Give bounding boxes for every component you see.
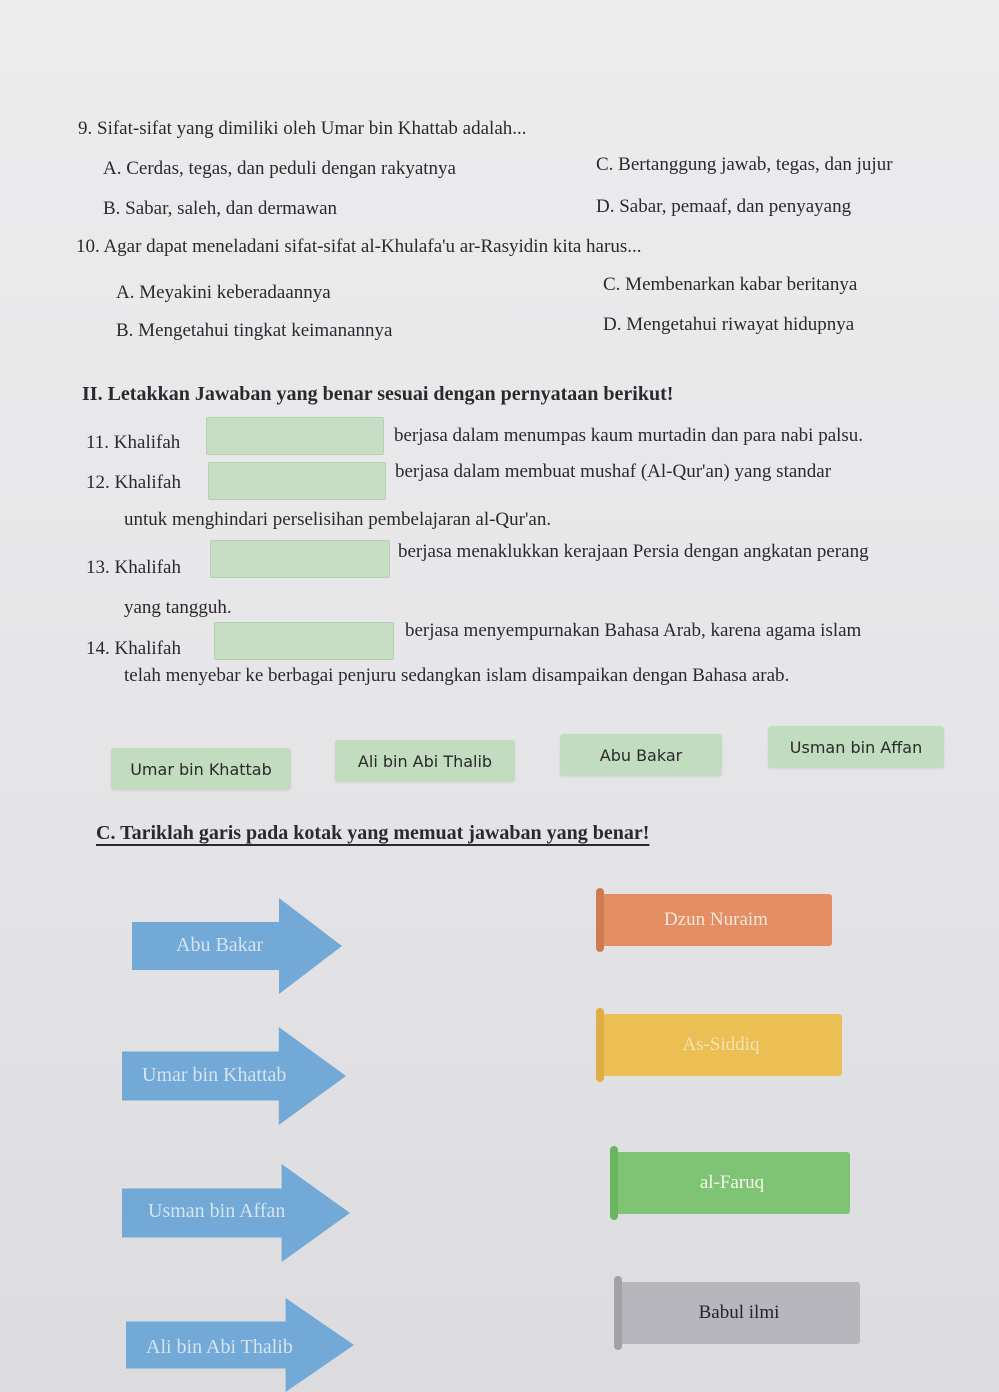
answer-box-14[interactable] — [214, 622, 394, 660]
scroll-dzun-nuraim-label: Dzun Nuraim — [664, 909, 768, 930]
q9-option-b: B. Sabar, saleh, dan dermawan — [103, 198, 338, 219]
scroll-roll — [596, 1008, 604, 1082]
arrow-ali-bin-abi-thalib-label: Ali bin Abi Thalib — [146, 1336, 293, 1358]
item-11-label: 11. Khalifah — [86, 432, 181, 453]
option-ali-bin-abi-thalib[interactable]: Ali bin Abi Thalib — [335, 740, 515, 782]
section-c-title: C. Tariklah garis pada kotak yang memuat jawaban yang benar! — [96, 822, 650, 844]
item-12-text: berjasa dalam membuat mushaf (Al-Qur'an) yang standar — [395, 461, 832, 482]
scroll-dzun-nuraim[interactable] — [600, 894, 832, 946]
q10-option-a: A. Meyakini keberadaannya — [116, 282, 331, 303]
option-usman-bin-affan[interactable]: Usman bin Affan — [768, 726, 944, 768]
question-9: 9. Sifat-sifat yang dimiliki oleh Umar bin Khattab adalah... — [78, 118, 527, 139]
answer-box-11[interactable] — [206, 417, 384, 455]
scroll-babul-ilmi[interactable] — [618, 1282, 860, 1344]
q10-option-d: D. Mengetahui riwayat hidupnya — [603, 314, 855, 335]
item-13-continuation: yang tangguh. — [124, 597, 232, 618]
section-2-title: II. Letakkan Jawaban yang benar sesuai dengan pernyataan berikut! — [82, 383, 674, 405]
scroll-roll — [614, 1276, 622, 1350]
answer-box-12[interactable] — [208, 462, 386, 500]
scroll-al-faruq[interactable] — [614, 1152, 850, 1214]
option-umar-bin-khattab[interactable]: Umar bin Khattab — [111, 748, 291, 790]
q9-option-d: D. Sabar, pemaaf, dan penyayang — [596, 196, 852, 217]
q10-option-b: B. Mengetahui tingkat keimanannya — [116, 320, 393, 341]
scroll-roll — [610, 1146, 618, 1220]
item-14-text: berjasa menyempurnakan Bahasa Arab, karena agama islam — [405, 620, 862, 641]
scroll-al-faruq-label: al-Faruq — [699, 1172, 765, 1193]
scroll-as-siddiq[interactable] — [600, 1014, 842, 1076]
item-11-text: berjasa dalam menumpas kaum murtadin dan para nabi palsu. — [394, 425, 864, 446]
answer-box-13[interactable] — [210, 540, 390, 578]
arrow-abu-bakar-label: Abu Bakar — [176, 934, 264, 956]
item-12-label: 12. Khalifah — [86, 472, 181, 493]
item-12-continuation: untuk menghindari perselisihan pembelajaran al-Qur'an. — [124, 509, 552, 530]
item-14-continuation: telah menyebar ke berbagai penjuru sedangkan islam disampaikan dengan Bahasa arab. — [124, 665, 790, 686]
item-13-label: 13. Khalifah — [86, 557, 181, 578]
scroll-as-siddiq-label: As-Siddiq — [682, 1034, 760, 1055]
option-abu-bakar[interactable]: Abu Bakar — [560, 734, 722, 776]
q9-option-a: A. Cerdas, tegas, dan peduli dengan rakyatnya — [103, 158, 456, 179]
arrow-umar-bin-khattab-label: Umar bin Khattab — [142, 1064, 287, 1086]
item-14-label: 14. Khalifah — [86, 638, 181, 659]
scroll-roll — [596, 888, 604, 952]
q9-option-c: C. Bertanggung jawab, tegas, dan jujur — [596, 154, 893, 175]
question-10: 10. Agar dapat meneladani sifat-sifat al-Khulafa'u ar-Rasyidin kita harus... — [76, 236, 642, 257]
item-13-text: berjasa menaklukkan kerajaan Persia dengan angkatan perang — [398, 541, 869, 562]
arrow-usman-bin-affan-label: Usman bin Affan — [148, 1200, 286, 1222]
q10-option-c: C. Membenarkan kabar beritanya — [603, 274, 858, 295]
scroll-babul-ilmi-label: Babul ilmi — [698, 1302, 780, 1323]
